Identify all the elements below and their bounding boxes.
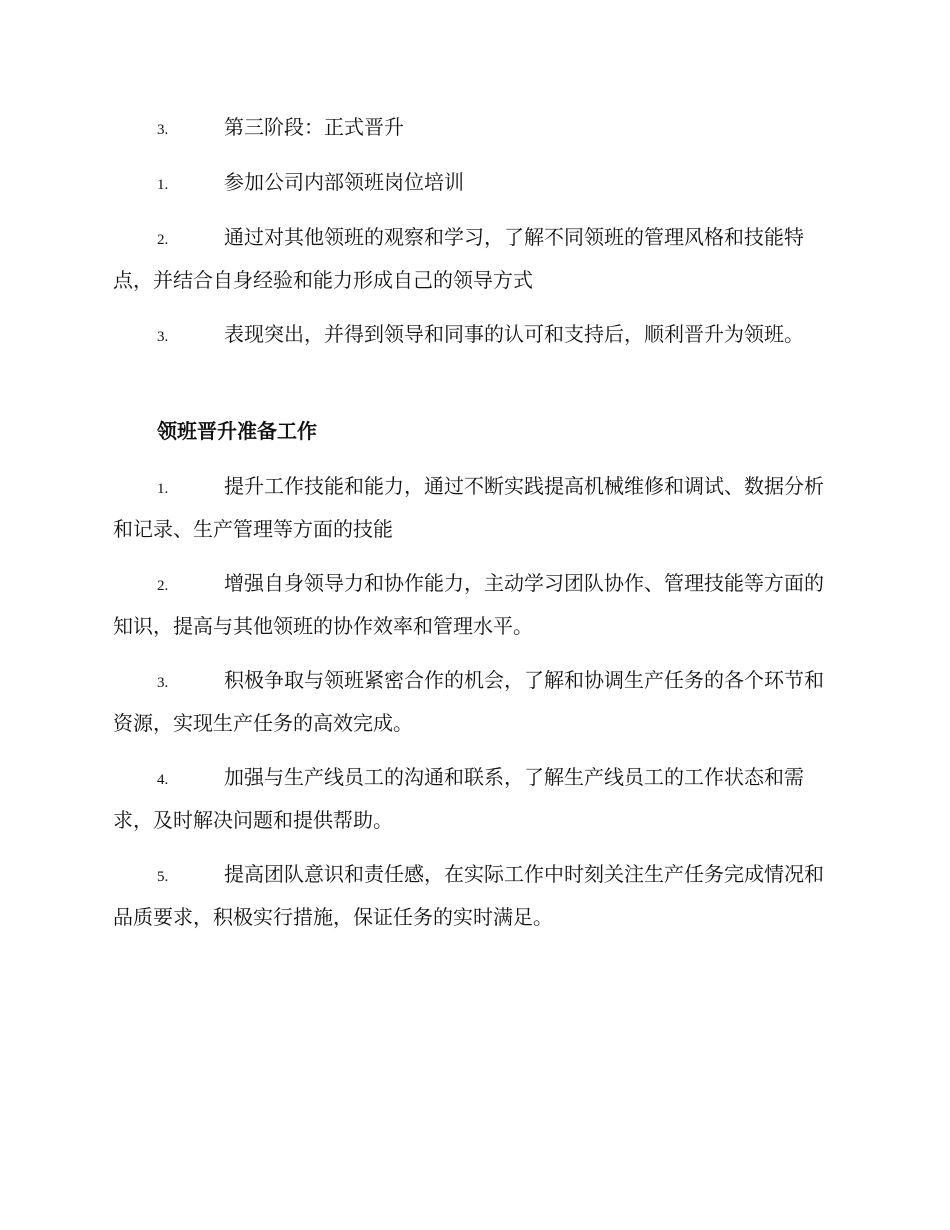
list-number: 3. <box>157 675 169 691</box>
paragraph-text: 提升工作技能和能力，通过不断实践提高机械维修和调试、数据分析和记录、生产管理等方面的技能 <box>113 474 824 541</box>
paragraph-text: 增强自身领导力和协作能力，主动学习团队协作、管理技能等方面的知识，提高与其他领班的协作效率和管理水平。 <box>113 571 824 638</box>
list-number: 4. <box>157 772 169 788</box>
list-item <box>113 854 833 937</box>
section-heading: 领班晋升准备工作 <box>157 419 317 443</box>
list-item <box>113 162 833 205</box>
paragraph-text: 加强与生产线员工的沟通和联系，了解生产线员工的工作状态和需求，及时解决问题和提供帮助。 <box>113 765 804 832</box>
list-number: 5. <box>157 869 169 885</box>
list-item <box>113 563 833 646</box>
list-item <box>113 314 833 357</box>
paragraph-text: 表现突出，并得到领导和同事的认可和支持后，顺利晋升为领班。 <box>224 322 804 346</box>
list-number: 2. <box>157 232 169 248</box>
paragraph-text: 积极争取与领班紧密合作的机会，了解和协调生产任务的各个环节和资源，实现生产任务的高效完成。 <box>113 668 824 735</box>
list-number: 3. <box>157 329 169 345</box>
paragraph-text: 第三阶段：正式晋升 <box>224 115 404 139</box>
list-number: 2. <box>157 578 169 594</box>
paragraph-text: 通过对其他领班的观察和学习，了解不同领班的管理风格和技能特点，并结合自身经验和能力形成自己的领导方式 <box>113 225 804 292</box>
list-item <box>113 757 833 840</box>
paragraph-text: 参加公司内部领班岗位培训 <box>224 170 464 194</box>
list-item <box>113 660 833 743</box>
list-item <box>113 217 833 300</box>
paragraph-text: 提高团队意识和责任感，在实际工作中时刻关注生产任务完成情况和品质要求，积极实行措施，保证任务的实时满足。 <box>113 862 824 929</box>
list-number: 3. <box>157 122 169 138</box>
stage3-title <box>113 107 833 150</box>
list-number: 1. <box>157 481 169 497</box>
list-number: 1. <box>157 177 169 193</box>
list-item <box>113 466 833 549</box>
